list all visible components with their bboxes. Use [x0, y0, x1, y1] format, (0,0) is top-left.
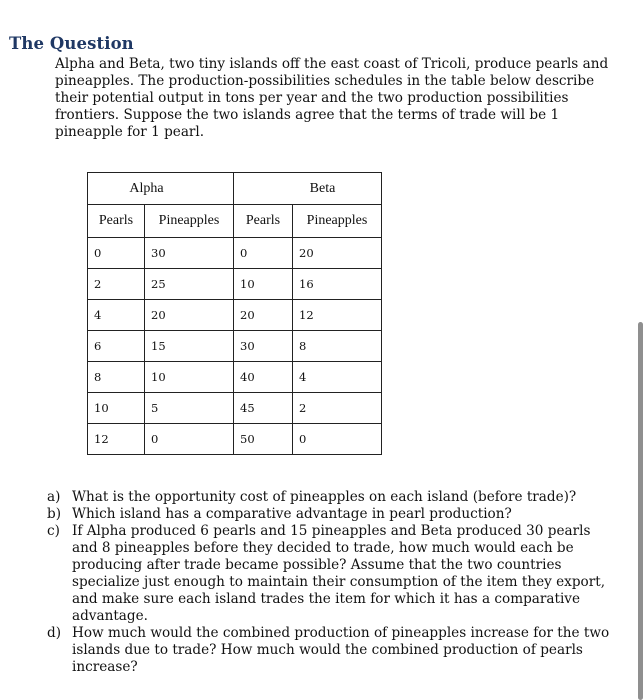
column-header-beta-pineapples: Pineapples [293, 205, 382, 238]
cell-alpha-pineapples: 10 [145, 362, 234, 393]
group-header-alpha: Alpha [88, 173, 234, 205]
cell-beta-pearls: 50 [234, 424, 293, 455]
cell-beta-pearls: 45 [234, 393, 293, 424]
question-list [47, 489, 617, 676]
question-item [47, 523, 617, 625]
production-possibilities-table [87, 172, 382, 455]
page-heading: The Question [9, 34, 134, 53]
cell-beta-pineapples: 4 [293, 362, 382, 393]
table-row [88, 300, 382, 331]
cell-beta-pearls: 20 [234, 300, 293, 331]
cell-alpha-pineapples: 30 [145, 238, 234, 269]
question-text: What is the opportunity cost of pineapples on each island (before trade)? [72, 489, 577, 505]
column-header-alpha-pineapples: Pineapples [145, 205, 234, 238]
question-item [47, 625, 617, 676]
cell-beta-pineapples: 12 [293, 300, 382, 331]
question-marker: d) [47, 625, 62, 641]
column-header-alpha-pearls: Pearls [88, 205, 145, 238]
cell-alpha-pearls: 0 [88, 238, 145, 269]
question-text: If Alpha produced 6 pearls and 15 pineapples and Beta produced 30 pearls and 8 pineapples before they decided to trade, how much would each be producing after trade became possible? Assume that the two countries specialize just enough to maintain their consumption of the item they export, and make sure each island trades the item for which it has a comparative advantage. [72, 523, 606, 624]
cell-beta-pearls: 30 [234, 331, 293, 362]
vertical-scrollbar[interactable] [638, 322, 643, 700]
cell-beta-pineapples: 0 [293, 424, 382, 455]
question-marker: b) [47, 506, 62, 522]
table-group-header-row [88, 173, 382, 205]
cell-beta-pearls: 40 [234, 362, 293, 393]
question-text: How much would the combined production of pineapples increase for the two islands due to trade? How much would the combined production of pearls increase? [72, 625, 610, 675]
cell-alpha-pearls: 4 [88, 300, 145, 331]
table-row [88, 362, 382, 393]
question-item [47, 489, 617, 506]
cell-alpha-pearls: 12 [88, 424, 145, 455]
cell-alpha-pineapples: 20 [145, 300, 234, 331]
cell-alpha-pearls: 6 [88, 331, 145, 362]
cell-beta-pineapples: 16 [293, 269, 382, 300]
cell-alpha-pearls: 8 [88, 362, 145, 393]
cell-beta-pearls: 0 [234, 238, 293, 269]
column-header-beta-pearls: Pearls [234, 205, 293, 238]
table-row [88, 331, 382, 362]
group-header-beta: Beta [234, 173, 382, 205]
cell-beta-pineapples: 8 [293, 331, 382, 362]
question-item [47, 506, 617, 523]
intro-paragraph: Alpha and Beta, two tiny islands off the east coast of Tricoli, produce pearls and pineapples. The production-possibilities schedules in the table below describe their potential output in tons per year and the two production possibilities frontiers. Suppose the two islands agree that the terms of trade will be 1 pineapple for 1 pearl. [55, 56, 609, 140]
cell-beta-pineapples: 2 [293, 393, 382, 424]
cell-alpha-pearls: 2 [88, 269, 145, 300]
question-text: Which island has a comparative advantage in pearl production? [72, 506, 512, 522]
cell-alpha-pineapples: 0 [145, 424, 234, 455]
table-row [88, 393, 382, 424]
table-row [88, 238, 382, 269]
table-column-header-row [88, 205, 382, 238]
question-marker: c) [47, 523, 60, 539]
cell-alpha-pineapples: 15 [145, 331, 234, 362]
cell-alpha-pineapples: 5 [145, 393, 234, 424]
cell-alpha-pearls: 10 [88, 393, 145, 424]
table-row [88, 424, 382, 455]
cell-beta-pearls: 10 [234, 269, 293, 300]
cell-beta-pineapples: 20 [293, 238, 382, 269]
question-marker: a) [47, 489, 61, 505]
cell-alpha-pineapples: 25 [145, 269, 234, 300]
table-row [88, 269, 382, 300]
